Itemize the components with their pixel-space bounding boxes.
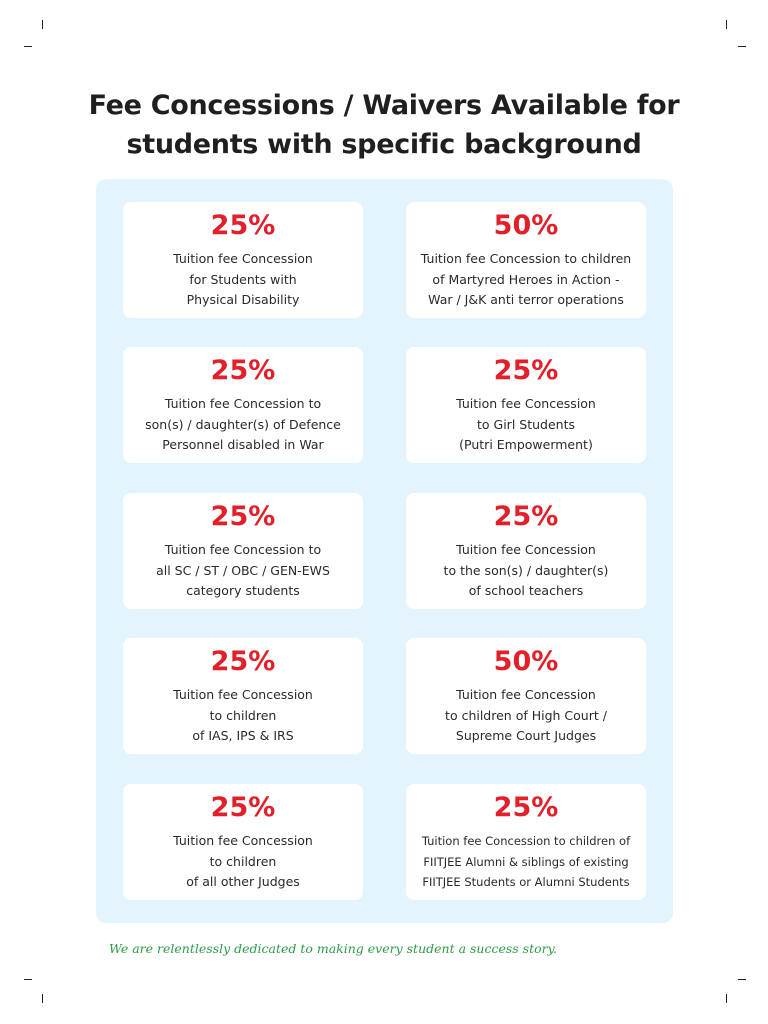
description-line: of school teachers xyxy=(468,583,584,598)
description-line: Tuition fee Concession xyxy=(456,396,596,411)
concession-description xyxy=(406,831,646,893)
crop-mark xyxy=(42,994,43,1003)
concession-percent: 25% xyxy=(210,646,276,677)
concession-card-physical-disability xyxy=(123,202,363,318)
description-line: Tuition fee Concession to children xyxy=(420,251,632,266)
description-line: for Students with xyxy=(189,271,297,287)
concession-card-martyred-heroes xyxy=(406,202,646,318)
concession-percent: 25% xyxy=(210,210,276,241)
description-line: Tuition fee Concession to children of xyxy=(421,834,631,848)
description-line: Physical Disability xyxy=(186,292,300,307)
concession-percent: 25% xyxy=(210,792,276,823)
description-line: (Putri Empowerment) xyxy=(459,437,593,452)
crop-mark xyxy=(24,979,32,980)
description-line: FIITJEE Students or Alumni Students xyxy=(422,875,630,889)
description-line: to the son(s) / daughter(s) xyxy=(443,562,609,578)
description-line: Tuition fee Concession xyxy=(173,687,313,702)
crop-mark xyxy=(726,20,727,29)
concession-card-defence-personnel xyxy=(123,347,363,463)
description-line: Tuition fee Concession xyxy=(173,833,313,848)
concession-description xyxy=(406,685,646,747)
concession-percent: 25% xyxy=(210,355,276,386)
description-line: Personnel disabled in War xyxy=(162,437,324,452)
page-title xyxy=(0,86,768,164)
concession-description xyxy=(123,540,363,602)
crop-mark xyxy=(726,994,727,1003)
crop-mark xyxy=(42,20,43,29)
description-line: Supreme Court Judges xyxy=(455,728,597,743)
description-line: Tuition fee Concession xyxy=(173,251,313,266)
concession-percent: 50% xyxy=(493,210,559,241)
description-line: son(s) / daughter(s) of Defence xyxy=(145,416,341,432)
concession-description xyxy=(123,394,363,456)
crop-mark xyxy=(738,46,746,47)
concession-card-fiitjee-alumni xyxy=(406,784,646,900)
concession-card-girl-students xyxy=(406,347,646,463)
crop-mark xyxy=(24,46,32,47)
description-line: to children of High Court / xyxy=(445,707,607,723)
description-line: of IAS, IPS & IRS xyxy=(192,728,294,743)
concessions-panel xyxy=(96,179,673,923)
description-line: to Girl Students xyxy=(477,416,575,432)
concession-card-school-teachers xyxy=(406,493,646,609)
concession-card-civil-services xyxy=(123,638,363,754)
concession-card-reserved-categories xyxy=(123,493,363,609)
concession-percent: 25% xyxy=(493,792,559,823)
description-line: to children xyxy=(209,707,277,723)
concession-percent: 25% xyxy=(493,355,559,386)
concession-card-other-judges xyxy=(123,784,363,900)
tagline: We are relentlessly dedicated to making every student a success story. xyxy=(109,941,557,956)
concession-card-court-judges xyxy=(406,638,646,754)
concession-description xyxy=(406,394,646,456)
title-line: students with specific background xyxy=(126,129,642,160)
concession-description xyxy=(406,249,646,311)
description-line: of all other Judges xyxy=(186,874,300,889)
concession-percent: 25% xyxy=(210,501,276,532)
description-line: to children xyxy=(209,853,277,869)
concession-description xyxy=(406,540,646,602)
description-line: Tuition fee Concession to xyxy=(164,396,322,411)
description-line: Tuition fee Concession to xyxy=(164,542,322,557)
crop-mark xyxy=(738,979,746,980)
concession-description xyxy=(123,685,363,747)
description-line: all SC / ST / OBC / GEN-EWS xyxy=(156,562,330,578)
title-line: Fee Concessions / Waivers Available for xyxy=(88,90,680,121)
concession-description xyxy=(123,249,363,311)
description-line: of Martyred Heroes in Action - xyxy=(432,271,620,287)
description-line: Tuition fee Concession xyxy=(456,542,596,557)
description-line: category students xyxy=(186,583,300,598)
concession-percent: 25% xyxy=(493,501,559,532)
concession-description xyxy=(123,831,363,893)
description-line: War / J&K anti terror operations xyxy=(428,292,624,307)
description-line: FIITJEE Alumni & siblings of existing xyxy=(423,854,629,869)
description-line: Tuition fee Concession xyxy=(456,687,596,702)
concession-percent: 50% xyxy=(493,646,559,677)
